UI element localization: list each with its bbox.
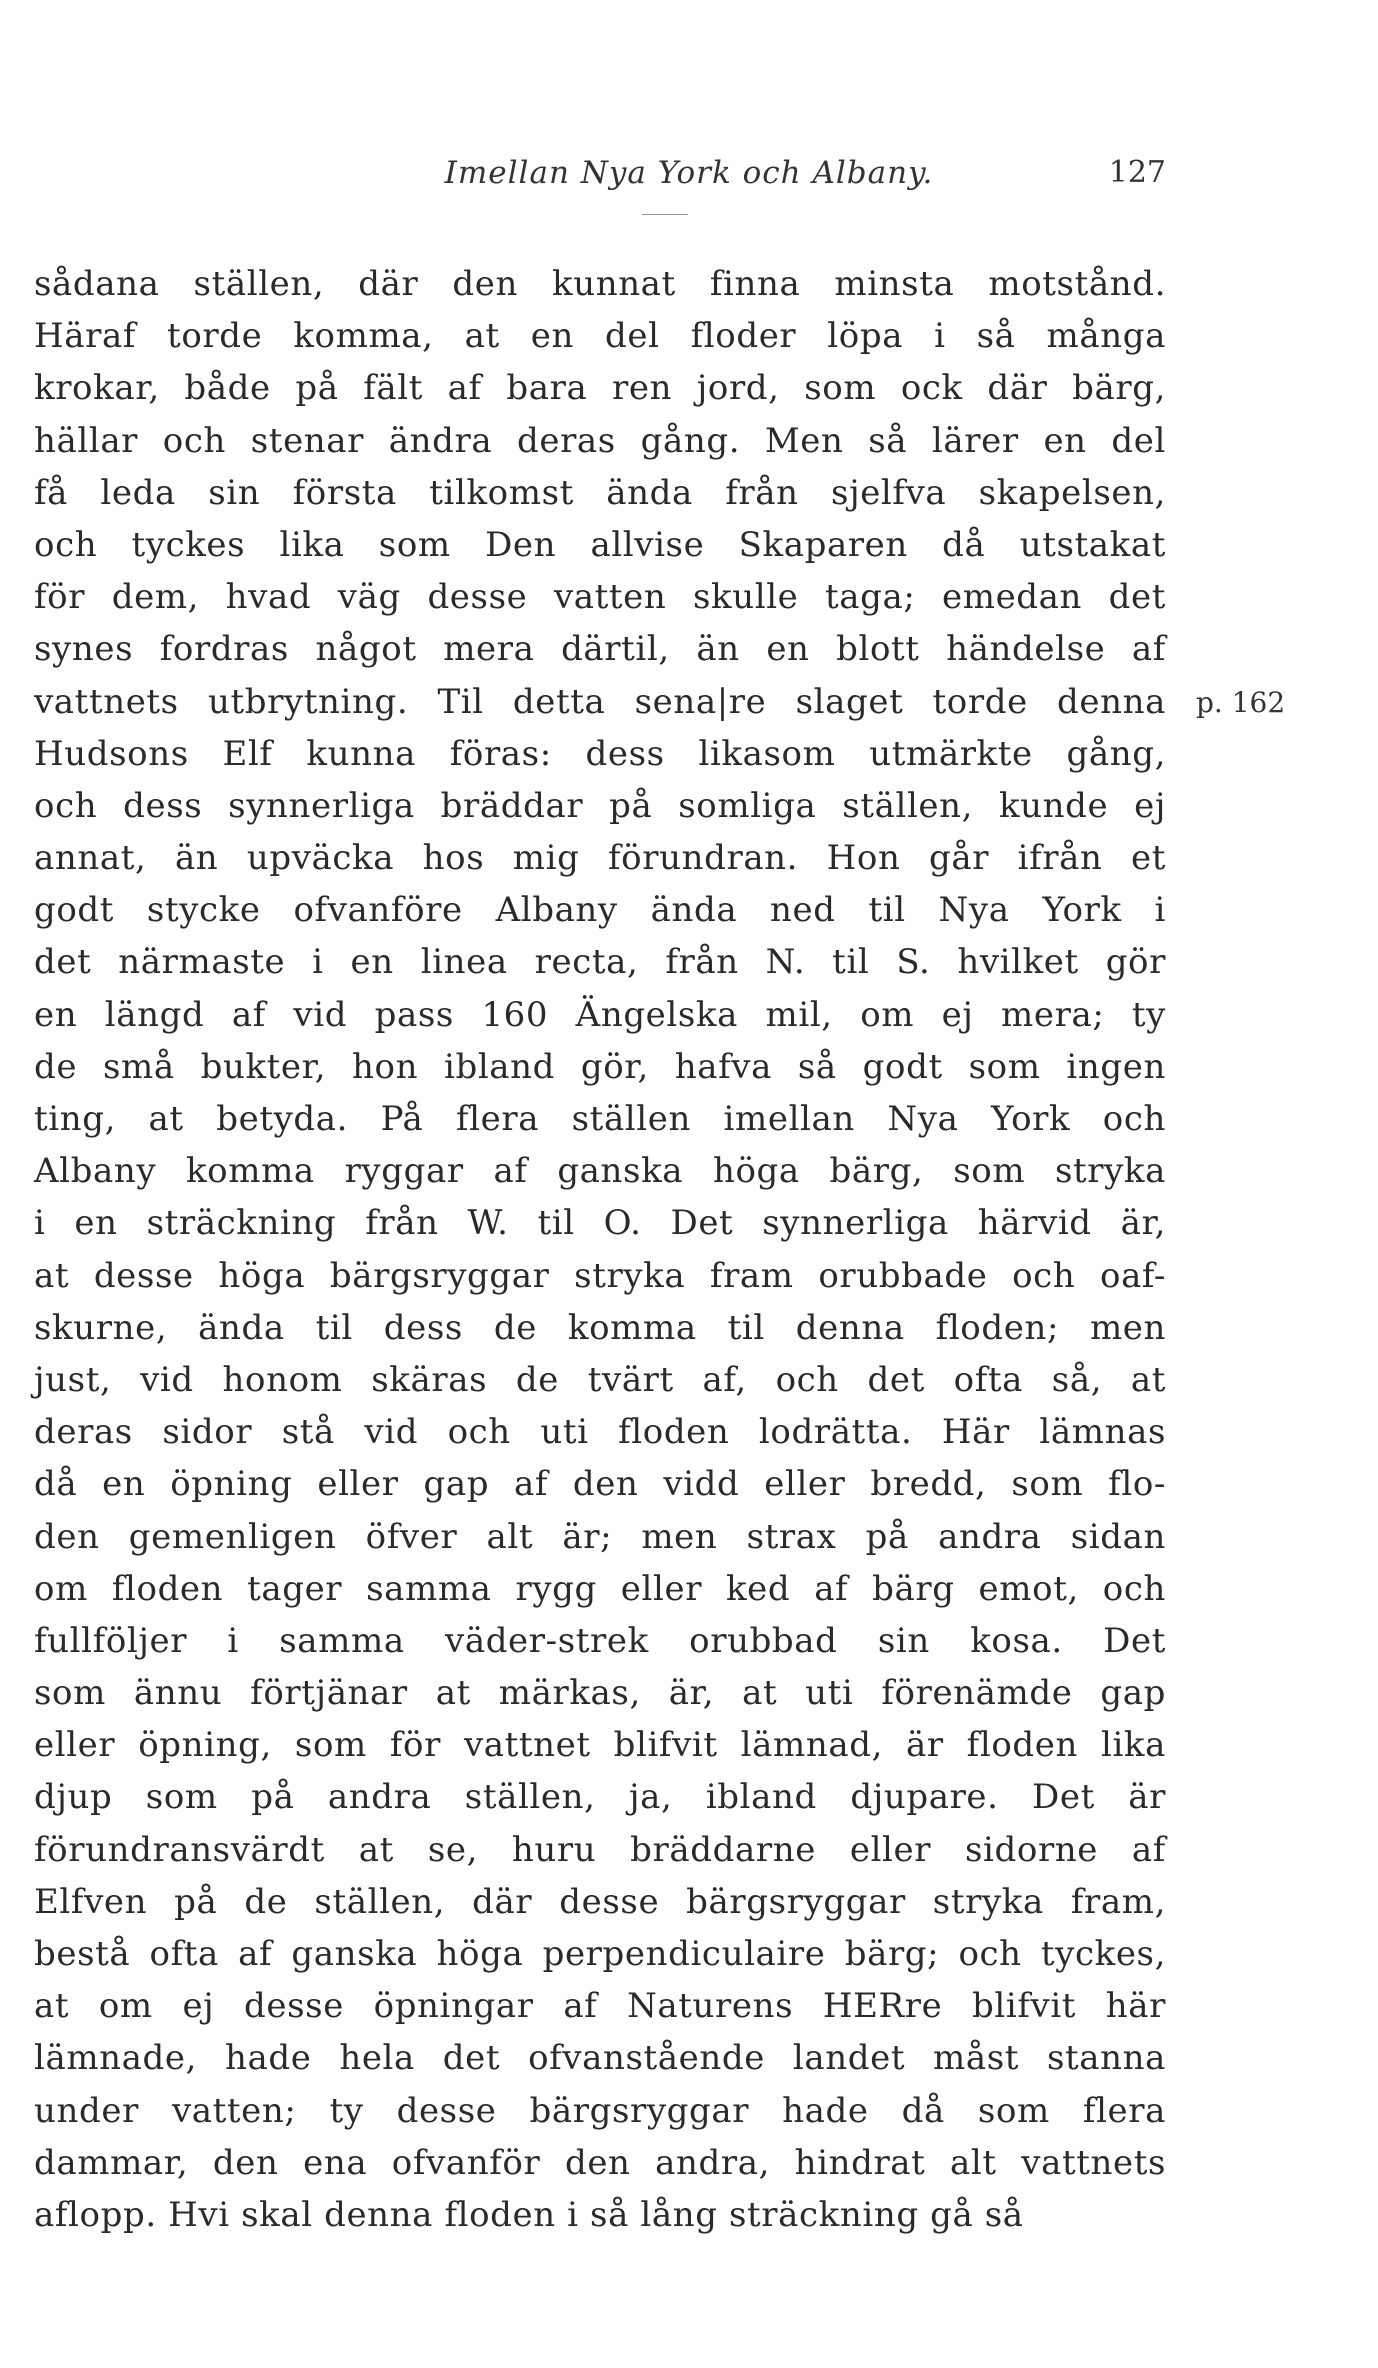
text-line: det närmaste i en linea recta, från N. til S. hvilket gör: [34, 942, 1166, 983]
text-line: förundransvärdt at se, huru bräddarne eller sidorne af: [34, 1829, 1166, 1870]
text-line: då en öpning eller gap af den vidd eller bredd, som flo-: [34, 1464, 1166, 1505]
text-line: at desse höga bärgsryggar stryka fram orubbade och oaf-: [34, 1255, 1166, 1296]
text-line: djup som på andra ställen, ja, ibland djupare. Det är: [34, 1777, 1166, 1818]
text-line: en längd af vid pass 160 Ängelska mil, om ej mera; ty: [34, 994, 1166, 1035]
text-line: Hudsons Elf kunna föras: dess likasom utmärkte gång,: [34, 733, 1166, 774]
body-text: [34, 258, 1166, 2241]
text-line: bestå ofta af ganska höga perpendiculaire bärg; och tyckes,: [34, 1934, 1166, 1974]
text-line: just, vid honom skäras de tvärt af, och det ofta så, at: [34, 1359, 1166, 1400]
text-line: krokar, både på fält af bara ren jord, som ock där bärg,: [34, 368, 1166, 409]
text-line: annat, än upväcka hos mig förundran. Hon går ifrån et: [34, 838, 1166, 879]
text-line: Elfven på de ställen, där desse bärgsryggar stryka fram,: [34, 1881, 1166, 1922]
text-line: den gemenligen öfver alt är; men strax på andra sidan: [34, 1516, 1166, 1557]
text-line: vattnets utbrytning. Til detta sena|re slaget torde denna: [34, 681, 1166, 722]
text-line: dammar, den ena ofvanför den andra, hindrat alt vattnets: [34, 2142, 1166, 2183]
text-line: fullföljer i samma väder-strek orubbad sin kosa. Det: [34, 1620, 1166, 1661]
text-line: Häraf torde komma, at en del floder löpa i så många: [34, 316, 1166, 357]
text-line: lämnade, hade hela det ofvanstående landet måst stanna: [34, 2038, 1166, 2079]
text-line: ting, at betyda. På flera ställen imellan Nya York och: [34, 1099, 1166, 1139]
text-line: de små bukter, hon ibland gör, hafva så godt som ingen: [34, 1046, 1166, 1087]
text-line: under vatten; ty desse bärgsryggar hade då som flera: [34, 2090, 1166, 2131]
running-head: [0, 155, 1378, 205]
text-line: aflopp. Hvi skal denna floden i så lång sträckning gå så: [34, 2194, 1024, 2235]
text-line: deras sidor stå vid och uti floden lodrätta. Här lämnas: [34, 1412, 1166, 1453]
header-rule: [642, 214, 688, 215]
page-number: 127: [1108, 155, 1166, 190]
text-line: hällar och stenar ändra deras gång. Men så lärer en del: [34, 420, 1166, 461]
text-line: sådana ställen, där den kunnat finna minsta motstånd.: [34, 264, 1166, 304]
text-line: om floden tager samma rygg eller ked af bärg emot, och: [34, 1568, 1166, 1609]
running-title: Imellan Nya York och Albany.: [444, 155, 934, 191]
text-line: skurne, ända til dess de komma til denna floden; men: [34, 1307, 1166, 1348]
text-line: Albany komma ryggar af ganska höga bärg, som stryka: [34, 1151, 1166, 1192]
text-line: godt stycke ofvanföre Albany ända ned til Nya York i: [34, 890, 1166, 931]
text-line: at om ej desse öpningar af Naturens HERre blifvit här: [34, 1986, 1166, 2027]
text-line: som ännu förtjänar at märkas, är, at uti förenämde gap: [34, 1673, 1166, 1714]
text-line: för dem, hvad väg desse vatten skulle taga; emedan det: [34, 577, 1166, 618]
text-line: och dess synnerliga bräddar på somliga ställen, kunde ej: [34, 785, 1166, 826]
text-line: eller öpning, som för vattnet blifvit lämnad, är floden lika: [34, 1725, 1166, 1766]
text-line: i en sträckning från W. til O. Det synnerliga härvid är,: [34, 1203, 1166, 1244]
text-line: få leda sin första tilkomst ända från sjelfva skapelsen,: [34, 472, 1166, 513]
margin-page-reference: p. 162: [1196, 686, 1286, 719]
text-line: synes fordras något mera därtil, än en blott händelse af: [34, 629, 1166, 670]
text-line: och tyckes lika som Den allvise Skaparen då utstakat: [34, 524, 1166, 565]
